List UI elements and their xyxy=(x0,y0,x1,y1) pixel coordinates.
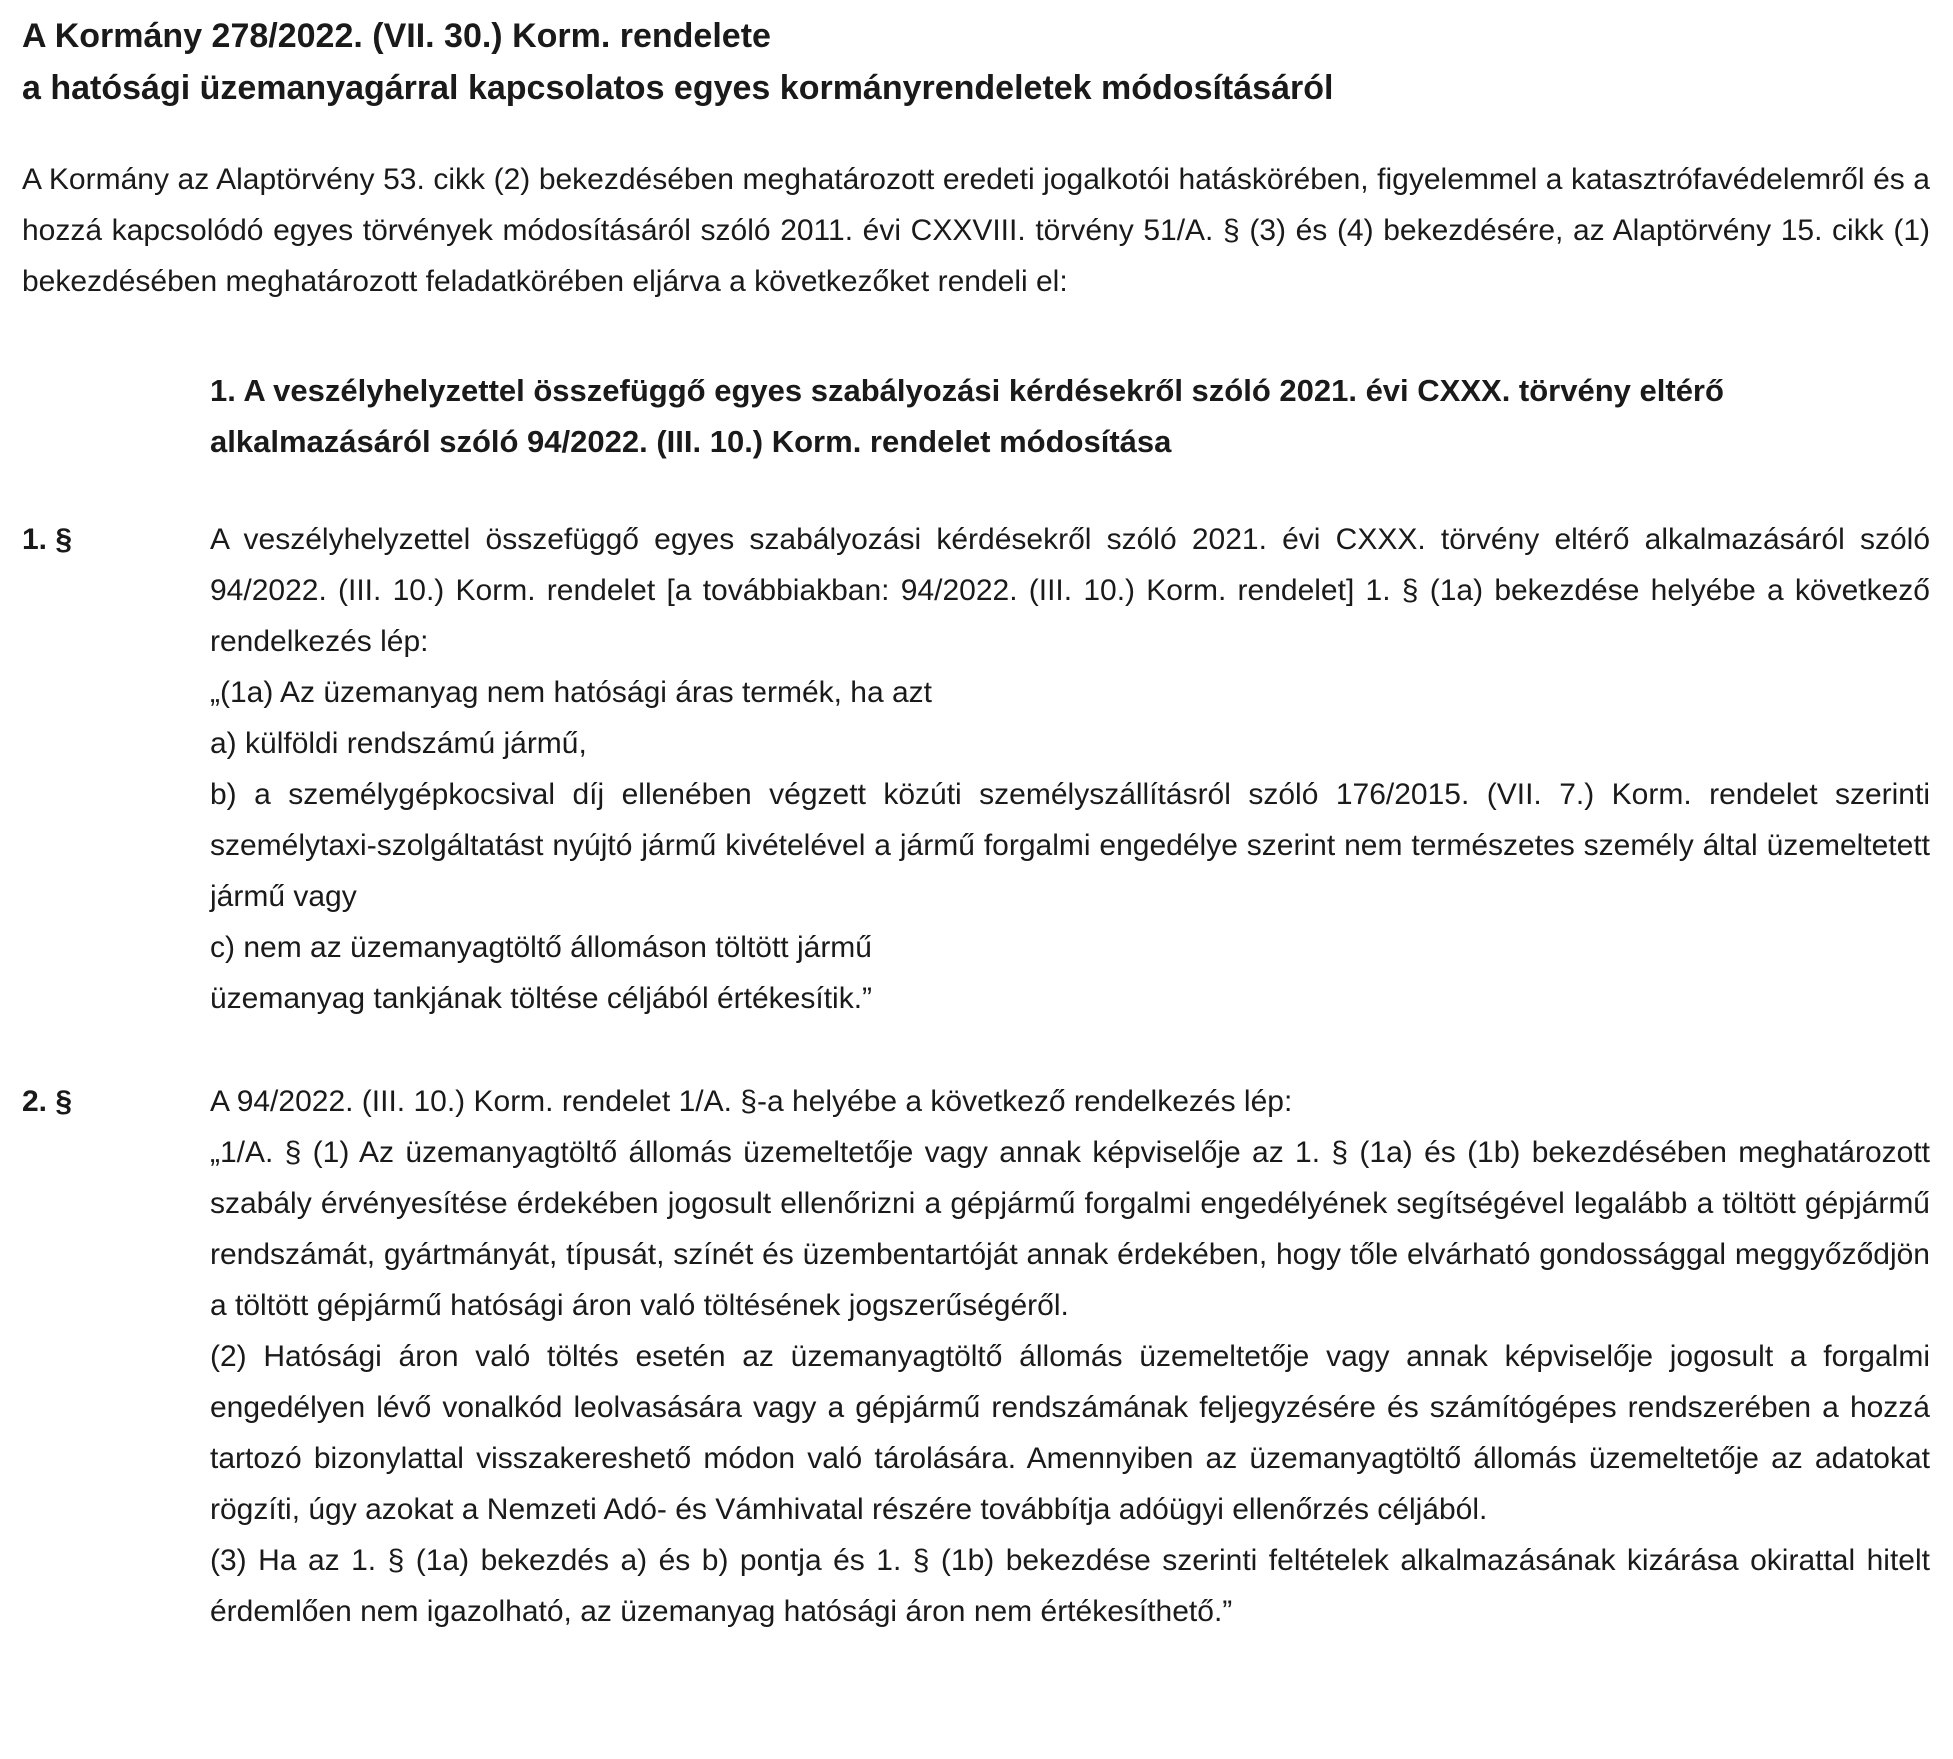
paragraph-3: (3) Ha az 1. § (1a) bekezdés a) és b) pontja és 1. § (1b) bekezdése szerinti feltételek alkalmazásának kizárása okirattal hitelt érdemlően nem igazolható, az üzemanyag hatósági áron nem értékesíthető.” xyxy=(210,1544,1930,1628)
paragraph-2: (2) Hatósági áron való töltés esetén az üzemanyagtöltő állomás üzemeltetője vagy annak képviselője jogosult a forgalmi engedélyen lévő vonalkód leolvasására vagy a gépjármű rendszámának feljegyzésére és számítógépes rendszerében a hozzá tartozó bizonylattal visszakereshető módon való tárolására. Amennyiben az üzemanyagtöltő állomás üzemeltetője az adatokat rögzíti, úgy azokat a Nemzeti Adó- és Vámhivatal részére továbbítja adóügyi ellenőrzés céljából. xyxy=(210,1340,1930,1526)
list-item-a: a) külföldi rendszámú jármű, xyxy=(210,727,587,760)
section-body xyxy=(210,514,1930,1024)
section-intro: A veszélyhelyzettel összefüggő egyes szabályozási kérdésekről szóló 2021. évi CXXX. törvény eltérő alkalmazásáról szóló 94/2022. (III. 10.) Korm. rendelet [a továbbiakban: 94/2022. (III. 10.) Korm. rendelet] 1. § (1a) bekezdése helyébe a következő rendelkezés lép: xyxy=(210,523,1930,658)
chapter-heading: 1. A veszélyhelyzettel összefüggő egyes szabályozási kérdésekről szóló 2021. évi CXXX. törvény eltérő alkalmazásáról szóló 94/2022. (III. 10.) Korm. rendelet módosítása xyxy=(210,373,1724,459)
quote-intro: „(1a) Az üzemanyag nem hatósági áras termék, ha azt xyxy=(210,676,933,709)
section-number: 2. § xyxy=(22,1085,73,1118)
list-item-c: c) nem az üzemanyagtöltő állomáson töltött jármű xyxy=(210,931,872,964)
paragraph-1: „1/A. § (1) Az üzemanyagtöltő állomás üzemeltetője vagy annak képviselője az 1. § (1a) és (1b) bekezdésében meghatározott szabály érvényesítése érdekében jogosult ellenőrizni a gépjármű forgalmi engedélyének segítségével legalább a töltött gépjármű rendszámát, gyártmányát, típusát, színét és üzembentartóját annak érdekében, hogy tőle elvárható gondossággal meggyőződjön a töltött gépjármű hatósági áron való töltésének jogszerűségéről. xyxy=(210,1136,1930,1322)
document-page xyxy=(22,10,1930,1637)
section-2 xyxy=(22,1076,1930,1637)
section-number: 1. § xyxy=(22,523,73,556)
section-body xyxy=(210,1076,1930,1637)
preamble-paragraph: A Kormány az Alaptörvény 53. cikk (2) bekezdésében meghatározott eredeti jogalkotói hatáskörében, figyelemmel a katasztrófavédelemről és a hozzá kapcsolódó egyes törvények módosításáról szóló 2011. évi CXXVIII. törvény 51/A. § (3) és (4) bekezdésére, az Alaptörvény 15. cikk (1) bekezdésében meghatározott feladatkörében eljárva a következőket rendeli el: xyxy=(22,163,1930,298)
quote-closing: üzemanyag tankjának töltése céljából értékesítik.” xyxy=(210,982,873,1015)
list-item-b: b) a személygépkocsival díj ellenében végzett közúti személyszállításról szóló 176/2015. (VII. 7.) Korm. rendelet szerinti személytaxi-szolgáltatást nyújtó jármű kivételével a jármű forgalmi engedélye szerint nem természetes személy által üzemeltetett jármű vagy xyxy=(210,778,1930,913)
title-line-1: A Kormány 278/2022. (VII. 30.) Korm. rendelete xyxy=(22,17,771,55)
title-line-2: a hatósági üzemanyagárral kapcsolatos egyes kormányrendeletek módosításáról xyxy=(22,69,1334,107)
section-1 xyxy=(22,514,1930,1024)
document-title xyxy=(22,10,1930,114)
section-intro: A 94/2022. (III. 10.) Korm. rendelet 1/A. §-a helyébe a következő rendelkezés lép: xyxy=(210,1085,1293,1118)
